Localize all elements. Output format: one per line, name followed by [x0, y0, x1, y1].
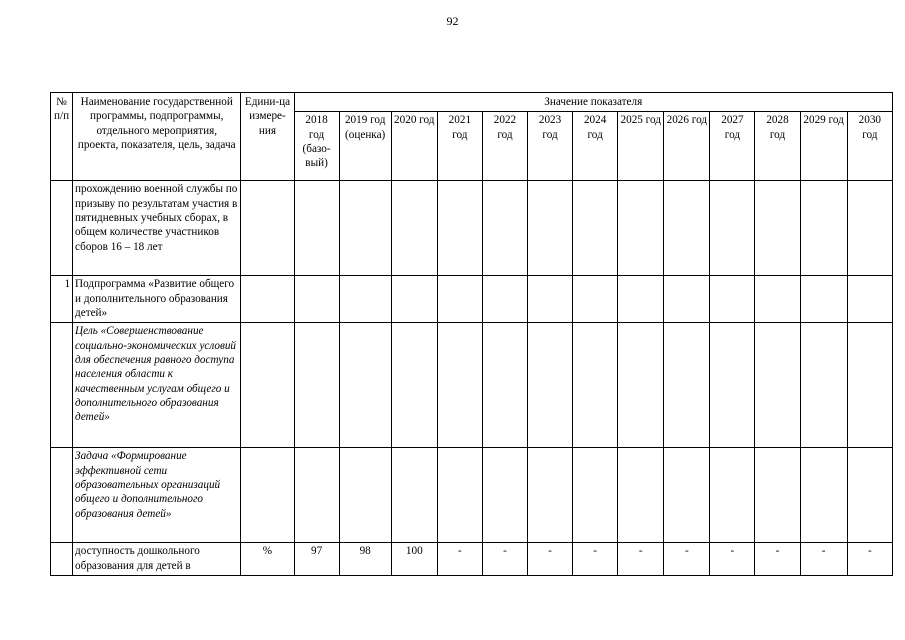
value-cell — [482, 448, 527, 543]
value-cell — [391, 323, 437, 448]
header-year: 2026 год — [664, 112, 710, 181]
value-cell — [710, 276, 755, 323]
value-cell — [800, 448, 847, 543]
row-unit — [241, 323, 294, 448]
header-year: 2021 год — [437, 112, 482, 181]
value-cell: - — [618, 543, 664, 576]
value-cell: - — [847, 543, 892, 576]
value-cell: - — [482, 543, 527, 576]
header-year: 2023 год — [528, 112, 573, 181]
value-cell — [391, 276, 437, 323]
row-name: доступность дошкольного образования для детей в — [73, 543, 241, 576]
value-cell — [339, 323, 391, 448]
value-cell — [294, 276, 339, 323]
value-cell — [437, 448, 482, 543]
value-cell — [294, 323, 339, 448]
indicators-table — [50, 92, 893, 576]
value-cell — [847, 181, 892, 276]
value-cell — [437, 276, 482, 323]
value-cell: - — [528, 543, 573, 576]
value-cell — [664, 181, 710, 276]
row-num: 1 — [51, 276, 73, 323]
header-year: 2027 год — [710, 112, 755, 181]
value-cell — [710, 323, 755, 448]
value-cell — [573, 323, 618, 448]
value-cell — [664, 323, 710, 448]
header-year: 2029 год — [800, 112, 847, 181]
value-cell — [573, 181, 618, 276]
header-row-group — [51, 93, 893, 112]
value-cell — [755, 276, 800, 323]
header-year: 2028 год — [755, 112, 800, 181]
table-row — [51, 276, 893, 323]
row-unit — [241, 276, 294, 323]
value-cell — [339, 448, 391, 543]
value-cell — [528, 323, 573, 448]
row-name: Цель «Совершенствование социально-экономических условий для обеспечения равного доступа населения области к качественным услугам общего и дополнительного образования детей» — [73, 323, 241, 448]
value-cell: 97 — [294, 543, 339, 576]
value-cell — [391, 448, 437, 543]
value-cell — [618, 181, 664, 276]
value-cell — [618, 448, 664, 543]
header-year: 2020 год — [391, 112, 437, 181]
header-year: 2019 год (оценка) — [339, 112, 391, 181]
header-unit: Едини-ца измере-ния — [241, 93, 294, 181]
value-cell — [573, 448, 618, 543]
row-num — [51, 181, 73, 276]
value-cell — [437, 181, 482, 276]
value-cell — [339, 181, 391, 276]
value-cell — [847, 448, 892, 543]
row-unit — [241, 448, 294, 543]
row-num — [51, 323, 73, 448]
value-cell: - — [755, 543, 800, 576]
value-cell — [755, 181, 800, 276]
table-row — [51, 543, 893, 576]
value-cell: - — [437, 543, 482, 576]
header-name: Наименование государственной программы, подпрограммы, отдельного мероприятия, проекта, показателя, цель, задача — [73, 93, 241, 181]
value-cell: - — [710, 543, 755, 576]
row-name: Подпрограмма «Развитие общего и дополнительного образования детей» — [73, 276, 241, 323]
value-cell — [800, 323, 847, 448]
value-cell — [664, 276, 710, 323]
value-cell — [528, 276, 573, 323]
value-cell — [800, 181, 847, 276]
table-row — [51, 181, 893, 276]
value-cell — [847, 323, 892, 448]
header-year: 2018 год (базо-вый) — [294, 112, 339, 181]
value-cell — [755, 448, 800, 543]
header-values-group: Значение показателя — [294, 93, 892, 112]
value-cell — [294, 181, 339, 276]
value-cell — [710, 181, 755, 276]
row-name: Задача «Формирование эффективной сети образовательных организаций общего и дополнительного образования детей» — [73, 448, 241, 543]
value-cell — [528, 181, 573, 276]
header-year: 2022 год — [482, 112, 527, 181]
page-number: 92 — [446, 14, 459, 28]
value-cell — [482, 323, 527, 448]
value-cell — [847, 276, 892, 323]
value-cell: - — [800, 543, 847, 576]
value-cell — [710, 448, 755, 543]
value-cell: - — [573, 543, 618, 576]
header-year: 2024 год — [573, 112, 618, 181]
value-cell: 98 — [339, 543, 391, 576]
value-cell — [800, 276, 847, 323]
value-cell — [528, 448, 573, 543]
value-cell — [437, 323, 482, 448]
header-num: № п/п — [51, 93, 73, 181]
value-cell — [339, 276, 391, 323]
header-year: 2025 год — [618, 112, 664, 181]
header-year: 2030 год — [847, 112, 892, 181]
value-cell — [482, 276, 527, 323]
value-cell: - — [664, 543, 710, 576]
value-cell: 100 — [391, 543, 437, 576]
row-unit: % — [241, 543, 294, 576]
value-cell — [294, 448, 339, 543]
row-unit — [241, 181, 294, 276]
value-cell — [573, 276, 618, 323]
value-cell — [391, 181, 437, 276]
table-row — [51, 323, 893, 448]
value-cell — [482, 181, 527, 276]
value-cell — [618, 323, 664, 448]
value-cell — [664, 448, 710, 543]
value-cell — [618, 276, 664, 323]
value-cell — [755, 323, 800, 448]
row-name: прохождению военной службы по призыву по результатам участия в пятидневных учебных сборах, в общем количестве участников сборов 16 – 18 лет — [73, 181, 241, 276]
table-row — [51, 448, 893, 543]
row-num — [51, 448, 73, 543]
row-num — [51, 543, 73, 576]
